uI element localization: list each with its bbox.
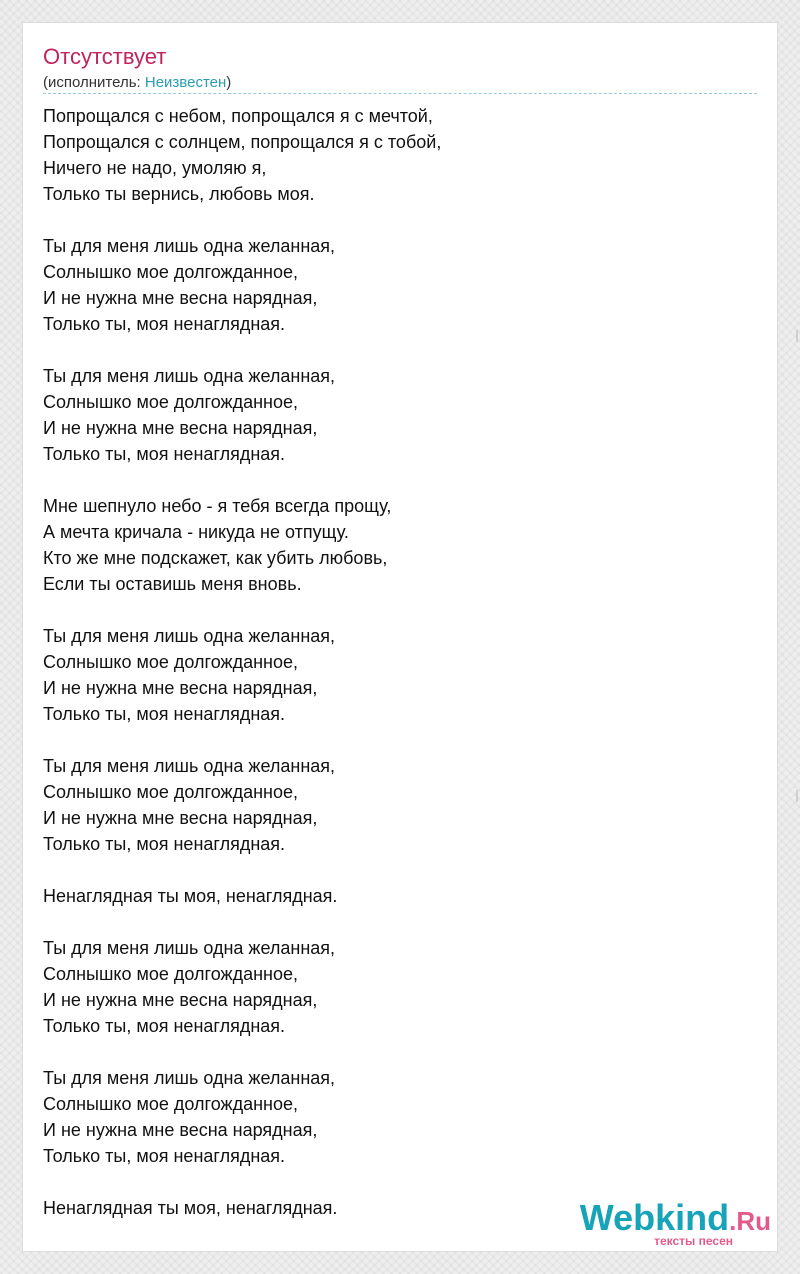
- lyric-line: Ненаглядная ты моя, ненаглядная.: [43, 1198, 338, 1218]
- lyric-line: А мечта кричала - никуда не отпущу.: [43, 522, 349, 542]
- lyric-line: Попрощался с солнцем, попрощался я с тобой,: [43, 132, 442, 152]
- lyric-line: Попрощался с небом, попрощался я с мечтой,: [43, 106, 433, 126]
- artist-link[interactable]: Неизвестен: [144, 74, 227, 91]
- lyrics-stanza: [43, 883, 757, 909]
- header-divider: [43, 93, 757, 94]
- scroll-marker: [796, 790, 798, 802]
- lyric-line: Солнышко мое долгожданное,: [43, 1094, 298, 1114]
- lyric-line: И не нужна мне весна нарядная,: [43, 990, 318, 1010]
- song-title: Отсутствует: [43, 44, 167, 69]
- lyric-line: Только ты, моя ненаглядная.: [43, 314, 286, 334]
- lyric-line: Только ты вернись, любовь моя.: [43, 184, 315, 204]
- lyric-line: Если ты оставишь меня вновь.: [43, 574, 302, 594]
- lyric-line: И не нужна мне весна нарядная,: [43, 808, 318, 828]
- lyric-line: Солнышко мое долгожданное,: [43, 392, 298, 412]
- lyric-line: Ты для меня лишь одна желанная,: [43, 1068, 336, 1088]
- lyric-line: Только ты, моя ненаглядная.: [43, 704, 286, 724]
- site-logo[interactable]: [571, 1197, 771, 1248]
- lyric-line: И не нужна мне весна нарядная,: [43, 678, 318, 698]
- artist-suffix: ): [226, 74, 232, 91]
- lyric-line: Солнышко мое долгожданное,: [43, 782, 298, 802]
- lyrics-stanza: [43, 363, 757, 467]
- lyrics-stanza: [43, 623, 757, 727]
- logo-domain-suffix: .Ru: [729, 1206, 771, 1236]
- lyric-line: Мне шепнуло небо - я тебя всегда прощу,: [43, 496, 392, 516]
- lyric-line: Только ты, моя ненаглядная.: [43, 444, 286, 464]
- lyrics-stanza: [43, 103, 757, 207]
- song-header: [43, 43, 757, 93]
- lyric-line: Только ты, моя ненаглядная.: [43, 1146, 286, 1166]
- lyric-line: И не нужна мне весна нарядная,: [43, 418, 318, 438]
- artist-line: [43, 73, 757, 93]
- lyric-line: И не нужна мне весна нарядная,: [43, 288, 318, 308]
- lyric-line: Ничего не надо, умоляю я,: [43, 158, 267, 178]
- lyric-line: И не нужна мне весна нарядная,: [43, 1120, 318, 1140]
- lyric-line: Только ты, моя ненаглядная.: [43, 834, 286, 854]
- logo-main-text: Webkind: [579, 1197, 730, 1238]
- lyric-line: Ты для меня лишь одна желанная,: [43, 366, 336, 386]
- lyric-line: Солнышко мое долгожданное,: [43, 964, 298, 984]
- lyrics-stanza: [43, 935, 757, 1039]
- lyric-line: Солнышко мое долгожданное,: [43, 652, 298, 672]
- lyric-line: Ненаглядная ты моя, ненаглядная.: [43, 886, 338, 906]
- lyric-line: Кто же мне подскажет, как убить любовь,: [43, 548, 388, 568]
- lyrics-stanza: [43, 1065, 757, 1169]
- artist-prefix: (исполнитель:: [43, 74, 145, 91]
- lyric-line: Солнышко мое долгожданное,: [43, 262, 298, 282]
- lyric-line: Ты для меня лишь одна желанная,: [43, 626, 336, 646]
- lyrics-card: [22, 22, 778, 1252]
- lyrics-stanza: [43, 233, 757, 337]
- lyrics-stanza: [43, 493, 757, 597]
- logo-tagline: тексты песен: [654, 1234, 733, 1248]
- lyric-line: Ты для меня лишь одна желанная,: [43, 756, 336, 776]
- lyric-line: Ты для меня лишь одна желанная,: [43, 938, 336, 958]
- lyrics-body: [43, 103, 757, 1247]
- lyric-line: Только ты, моя ненаглядная.: [43, 1016, 286, 1036]
- scroll-marker: [796, 330, 798, 342]
- lyric-line: Ты для меня лишь одна желанная,: [43, 236, 336, 256]
- lyrics-stanza: [43, 753, 757, 857]
